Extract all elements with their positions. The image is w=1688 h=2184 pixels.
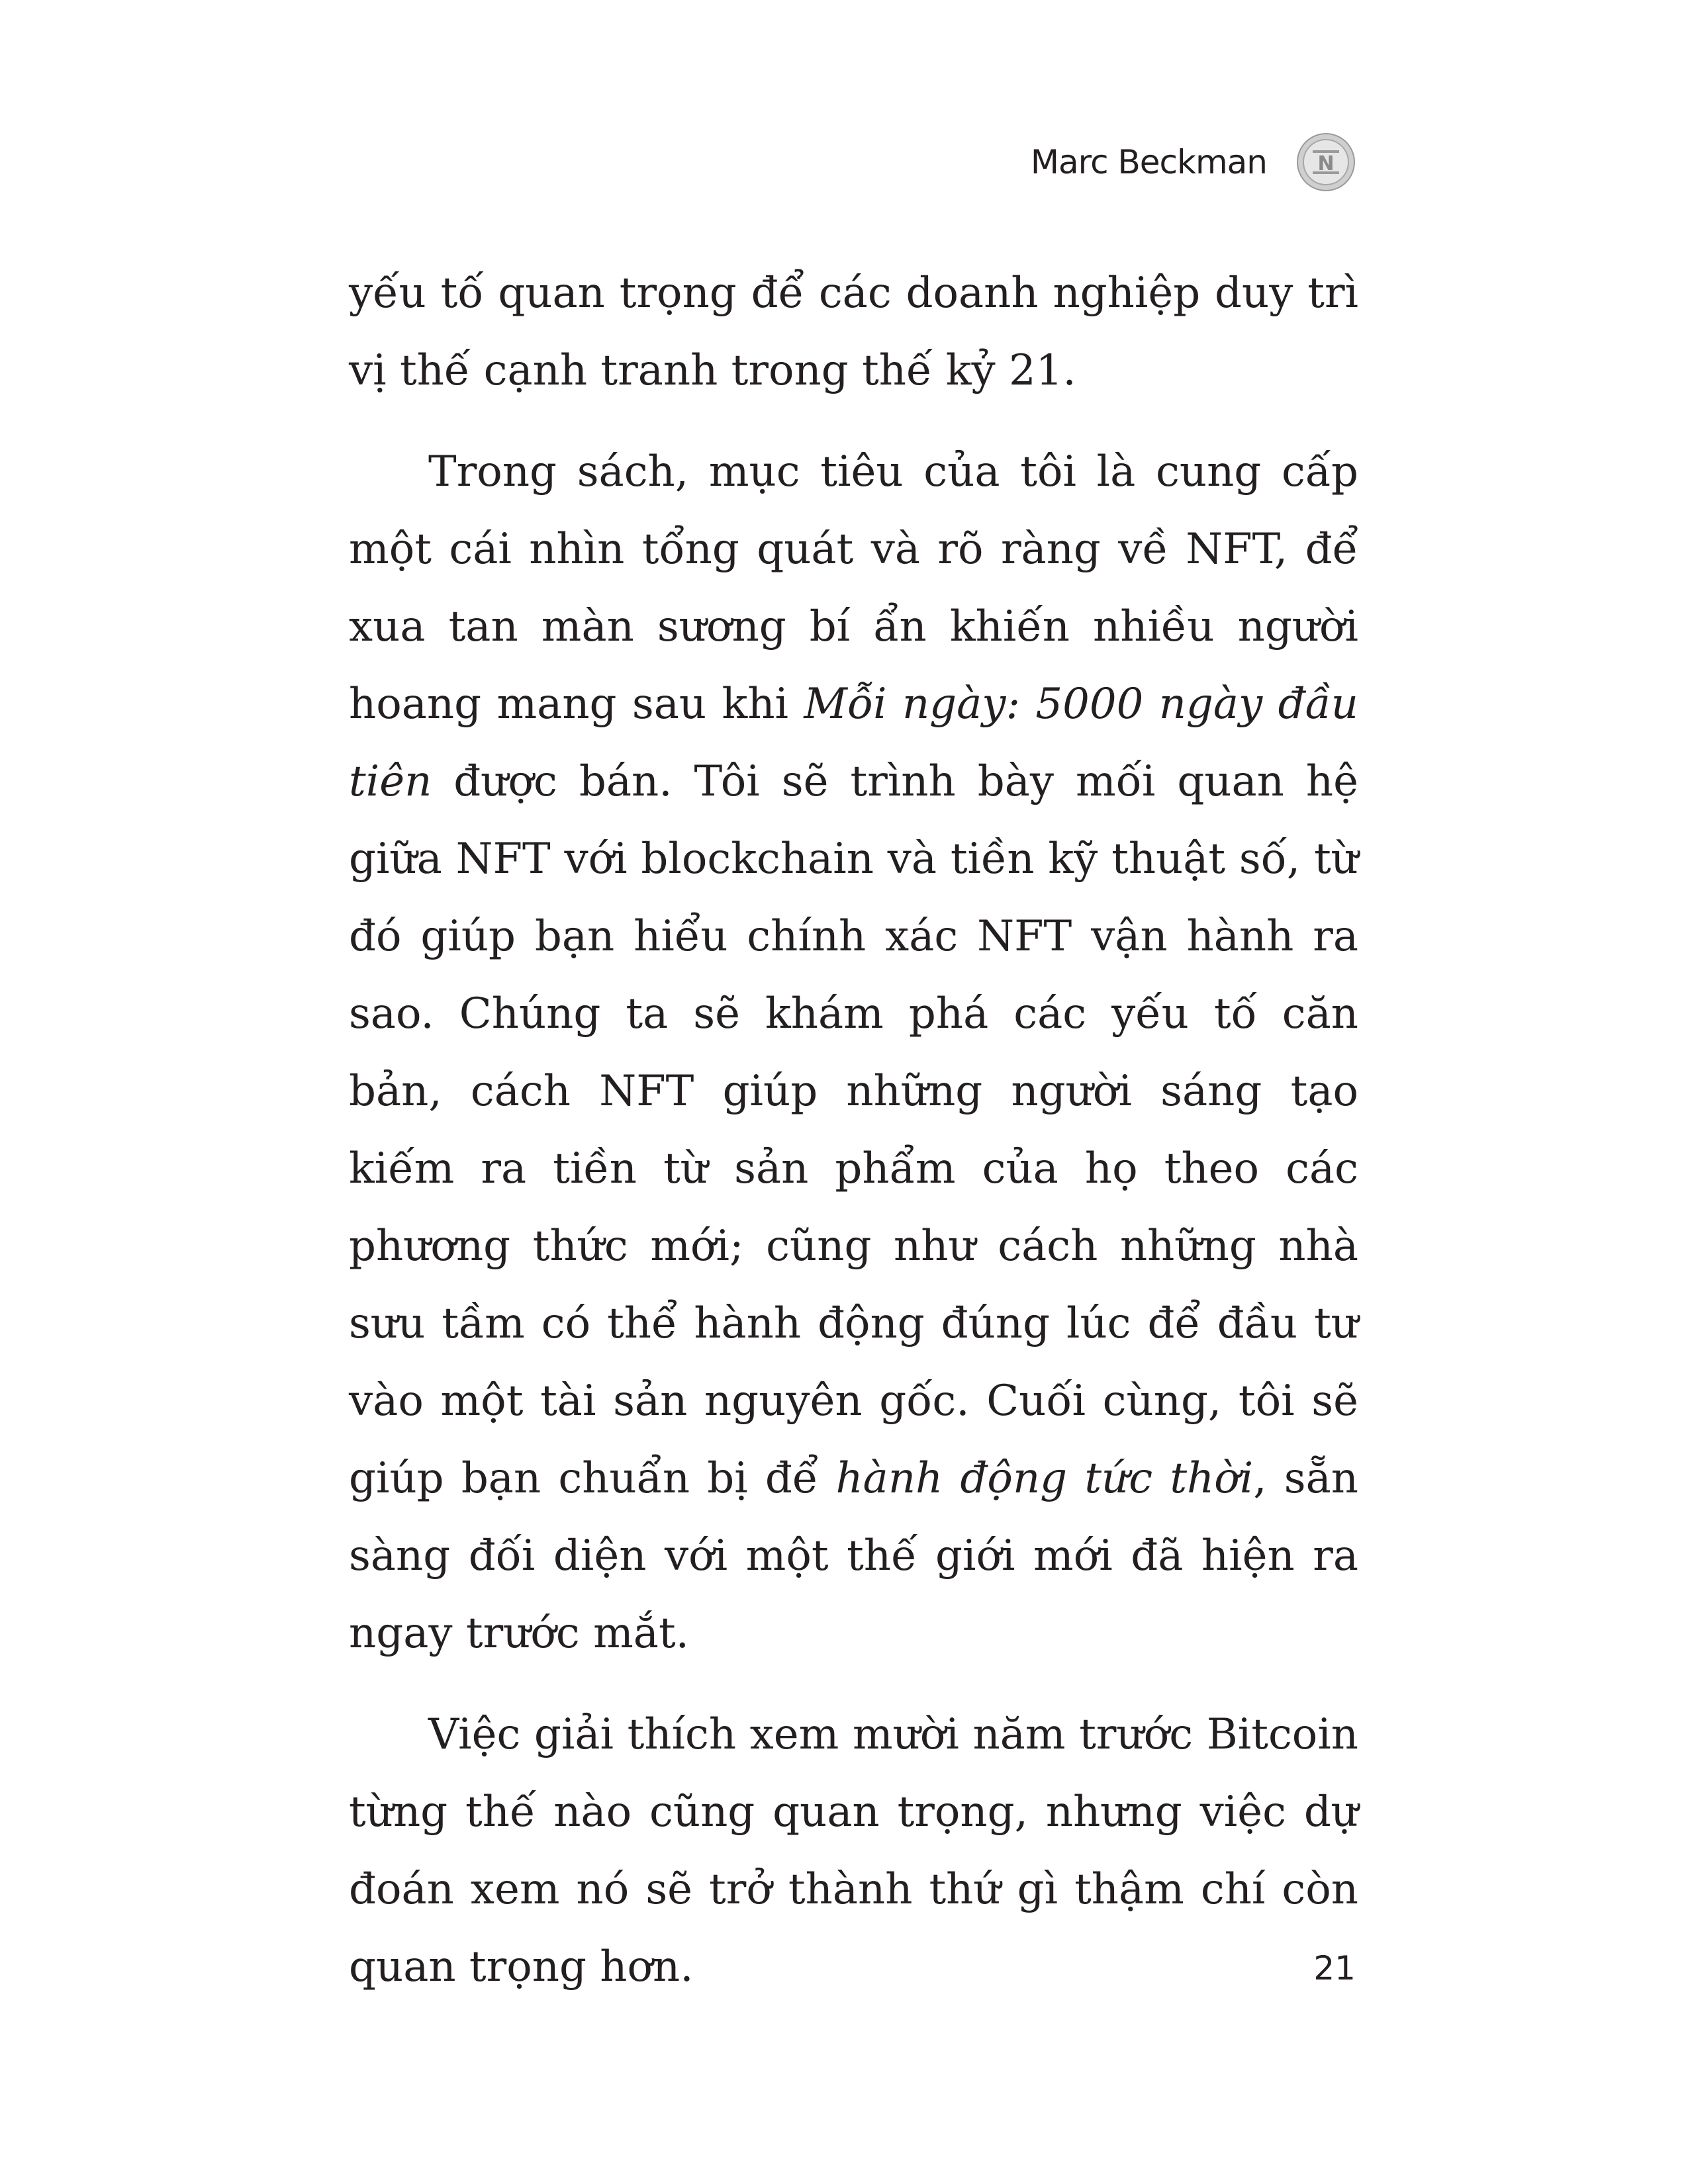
italic-book-title: Mỗi ngày: 5000 ngày đầu tiên (349, 680, 1358, 806)
main-text (349, 255, 1358, 2030)
paragraph-text: Trong sách, mục tiêu của tôi là cung cấp một cái nhìn tổng quát và rõ ràng về NFT, để xua tan màn sương bí ẩn khiến nhiều người hoang mang sau khi (349, 447, 1358, 729)
publisher-seal-icon (1296, 132, 1356, 192)
paragraph-continuation: yếu tố quan trọng để các doanh nghiệp duy trì vị thế cạnh tranh trong thế kỷ 21. (349, 269, 1358, 395)
paragraph-text: , sẵn sàng đối diện với một thế giới mới đã hiện ra ngay trước mắt. (349, 1454, 1359, 1658)
paragraph-bitcoin: Việc giải thích xem mười năm trước Bitcoin từng thế nào cũng quan trọng, nhưng việc dự đoán xem nó sẽ trở thành thứ gì thậm chí còn quan trọng hơn. (349, 1710, 1358, 1991)
logo-letter: N (1317, 152, 1335, 175)
paragraph-book-goals (349, 433, 1358, 1672)
paragraph-text: được bán. Tôi sẽ trình bày mối quan hệ giữa NFT với blockchain và tiền kỹ thuật số, từ đó giúp bạn hiểu chính xác NFT vận hành ra sao. Chúng ta sẽ khám phá các yếu tố căn bản, cách NFT giúp những người sáng tạo kiếm ra tiền từ sản phẩm của họ theo các phương thức mới; cũng như cách những nhà sưu tầm có thể hành động đúng lúc để đầu tư vào một tài sản nguyên gốc. Cuối cùng, tôi sẽ giúp bạn chuẩn bị để (349, 757, 1358, 1503)
page-number: 21 (1313, 1949, 1356, 1987)
italic-phrase: hành động tức thời (835, 1454, 1254, 1503)
author-name: Marc Beckman (1030, 143, 1267, 181)
running-header (1031, 126, 1356, 199)
